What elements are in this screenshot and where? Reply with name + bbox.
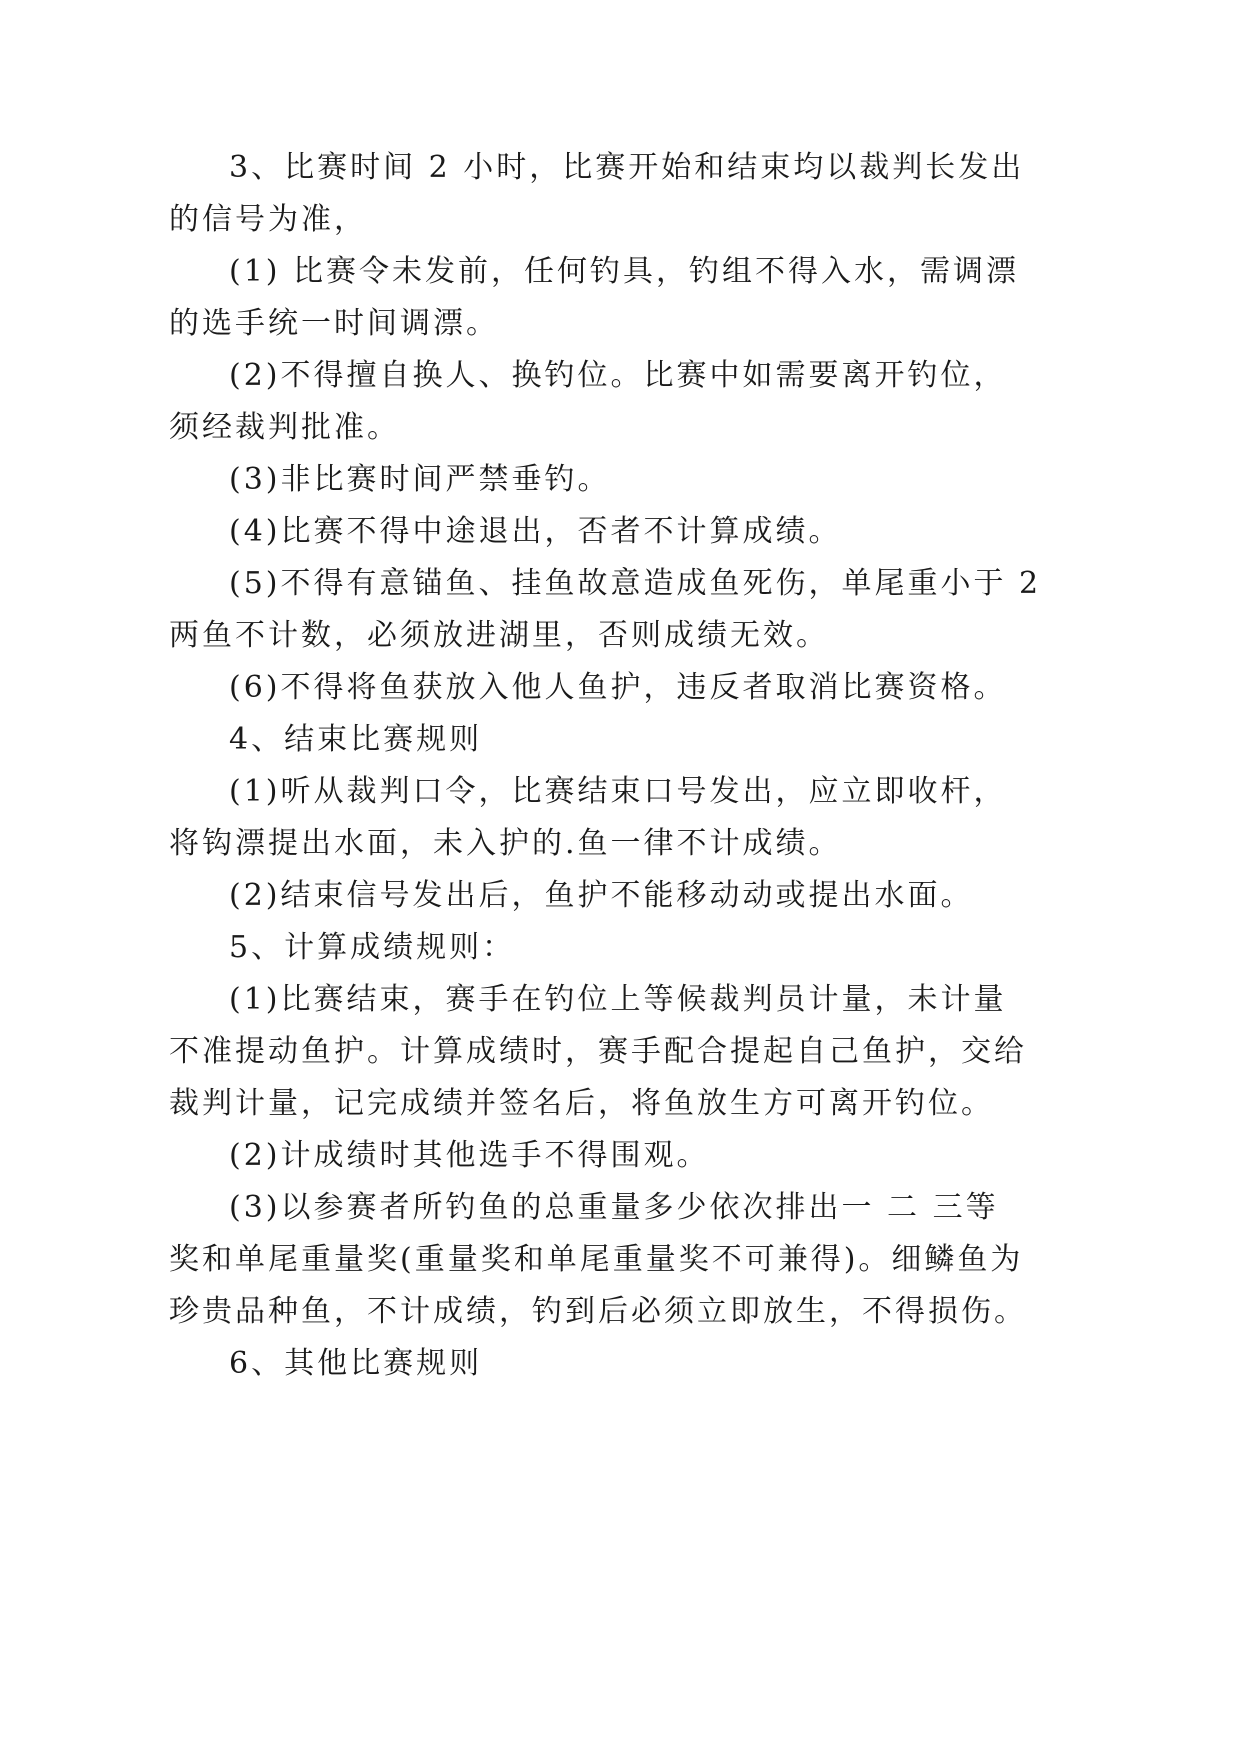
rule-5-item-1-line-1: (1)比赛结束，赛手在钓位上等候裁判员计量，未计量 [229,982,1007,1017]
rule-3-item-4: (4)比赛不得中途退出，否者不计算成绩。 [229,514,842,549]
rule-3-item-2-line-1: (2)不得擅自换人、换钓位。比赛中如需要离开钓位， [229,358,1007,393]
rule-3-item-1-line-2: 的选手统一时间调漂。 [169,306,499,341]
rule-3-item-5-line-2: 两鱼不计数，必须放进湖里，否则成绩无效。 [169,618,829,653]
rule-4-item-1-line-2: 将钩漂提出水面，未入护的.鱼一律不计成绩。 [169,826,842,861]
rule-4-item-1-line-1: (1)听从裁判口令，比赛结束口号发出，应立即收杆， [229,774,1007,809]
rule-5-item-3-line-1: (3)以参赛者所钓鱼的总重量多少依次排出一 二 三等 [229,1190,999,1225]
rule-3-heading-line-2: 的信号为准， [169,202,367,237]
rule-3-item-1-line-1: (1) 比赛令未发前，任何钓具，钓组不得入水，需调漂 [229,254,1020,289]
rule-3-item-2-line-2: 须经裁判批准。 [169,410,400,445]
rule-5-item-3-line-3: 珍贵品种鱼，不计成绩，钓到后必须立即放生，不得损伤。 [169,1294,1027,1329]
rule-4-heading: 4、结束比赛规则 [229,722,483,757]
rule-5-heading: 5、计算成绩规则： [229,930,516,965]
rule-5-item-1-line-2: 不准提动鱼护。计算成绩时，赛手配合提起自己鱼护，交给 [169,1034,1027,1069]
rule-3-item-6: (6)不得将鱼获放入他人鱼护，违反者取消比赛资格。 [229,670,1007,705]
rule-5-item-2: (2)计成绩时其他选手不得围观。 [229,1138,710,1173]
rule-5-item-3-line-2: 奖和单尾重量奖(重量奖和单尾重量奖不可兼得)。细鳞鱼为 [169,1242,1024,1277]
rule-3-heading-line-1: 3、比赛时间 2 小时，比赛开始和结束均以裁判长发出 [229,150,1025,185]
rule-4-item-2: (2)结束信号发出后，鱼护不能移动动或提出水面。 [229,878,974,913]
rule-6-heading: 6、其他比赛规则 [229,1346,483,1381]
rule-3-item-3: (3)非比赛时间严禁垂钓。 [229,462,611,497]
rule-3-item-5-line-1: (5)不得有意锚鱼、挂鱼故意造成鱼死伤，单尾重小于 2 [229,566,1042,601]
rule-5-item-1-line-3: 裁判计量，记完成绩并签名后，将鱼放生方可离开钓位。 [169,1086,994,1121]
